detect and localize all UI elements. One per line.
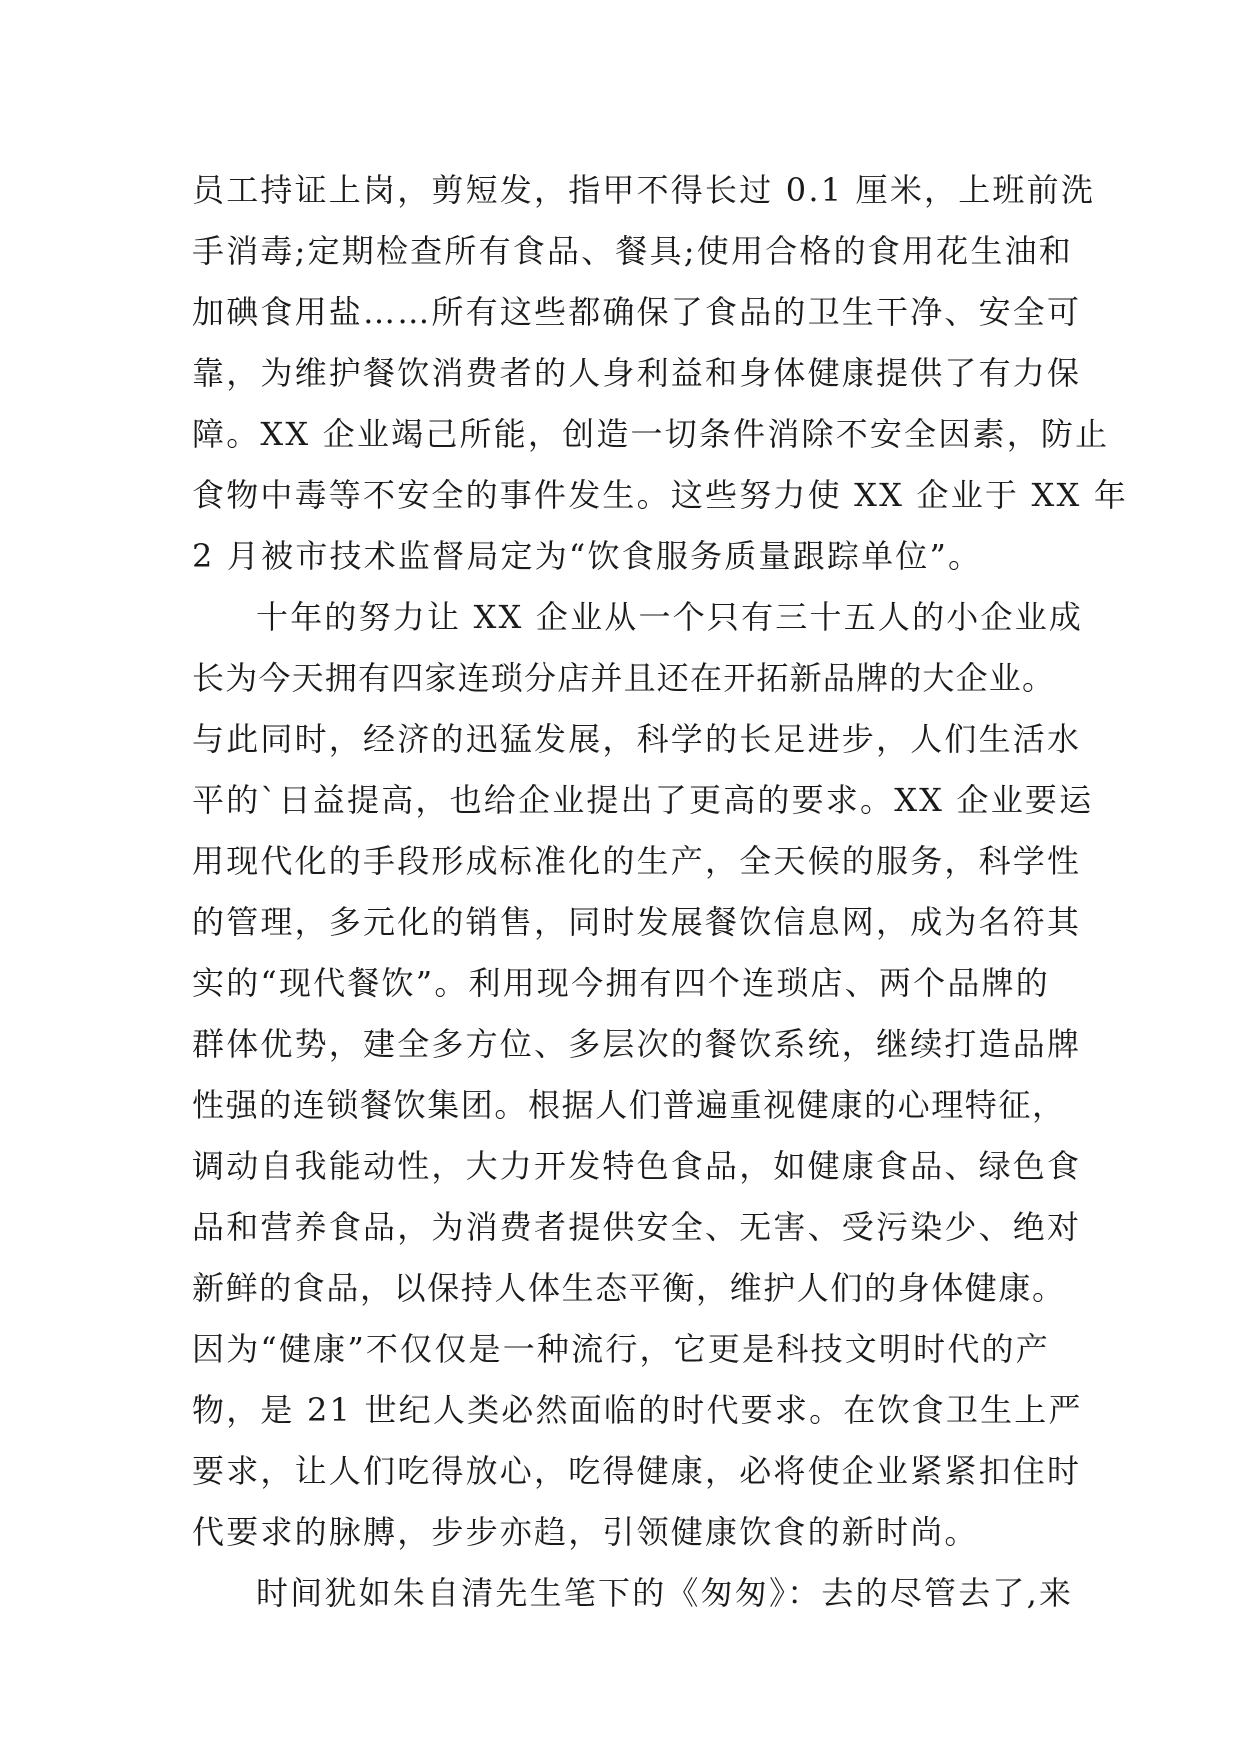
text-line: 靠，为维护餐饮消费者的人身利益和身体健康提供了有力保 — [192, 354, 1082, 392]
text-line: 调动自我能动性，大力开发特色食品，如健康食品、绿色食 — [192, 1147, 1082, 1185]
text-line: 与此同时，经济的迅猛发展，科学的长足进步，人们生活水 — [192, 720, 1082, 758]
text-line: 新鲜的食品，以保持人体生态平衡，维护人们的身体健康。 — [192, 1269, 1066, 1307]
text-line: 品和营养食品，为消费者提供安全、无害、受污染少、绝对 — [192, 1208, 1082, 1246]
text-line: 因为“健康”不仅仅是一种流行，它更是科技文明时代的产 — [192, 1330, 1050, 1368]
text-line: 平的`日益提高，也给企业提出了更高的要求。XX 企业要运 — [192, 781, 1094, 819]
paragraph-start-line: 十年的努力让 XX 企业从一个只有三十五人的小企业成 — [256, 598, 1084, 636]
text-line: 长为今天拥有四家连琐分店并且还在开拓新品牌的大企业。 — [192, 659, 1056, 697]
body-text — [192, 160, 1129, 1624]
text-line: 物，是 21 世纪人类必然面临的时代要求。在饮食卫生上严 — [192, 1391, 1083, 1429]
text-line: 食物中毒等不安全的事件发生。这些努力使 XX 企业于 XX 年 — [192, 476, 1129, 514]
text-line: 群体优势，建全多方位、多层次的餐饮系统，继续打造品牌 — [192, 1025, 1082, 1063]
text-line: 手消毒;定期检查所有食品、餐具;使用合格的食用花生油和 — [192, 232, 1073, 270]
text-line: 用现代化的手段形成标准化的生产，全天候的服务，科学性 — [192, 842, 1082, 880]
text-line: 代要求的脉膊，步步亦趋，引领健康饮食的新时尚。 — [192, 1513, 979, 1551]
paragraph-start-line: 时间犹如朱自清先生笔下的《匆匆》：去的尽管去了,来 — [256, 1574, 1074, 1612]
text-line: 加碘食用盐……所有这些都确保了食品的卫生干净、安全可 — [192, 293, 1082, 331]
text-line: 实的“现代餐饮”。利用现今拥有四个连琐店、两个品牌的 — [192, 964, 1050, 1002]
text-line: 性强的连锁餐饮集团。根据人们普遍重视健康的心理特征， — [192, 1086, 1066, 1124]
text-line: 2 月被市技术监督局定为“饮食服务质量跟踪单位”。 — [192, 537, 983, 575]
text-line: 的管理，多元化的销售，同时发展餐饮信息网，成为名符其 — [192, 903, 1082, 941]
text-line: 员工持证上岗，剪短发，指甲不得长过 0.1 厘米，上班前洗 — [192, 171, 1096, 209]
text-line: 障。XX 企业竭己所能，创造一切条件消除不安全因素，防止 — [192, 415, 1110, 453]
text-line: 要求，让人们吃得放心，吃得健康，必将使企业紧紧扣住时 — [192, 1452, 1082, 1490]
